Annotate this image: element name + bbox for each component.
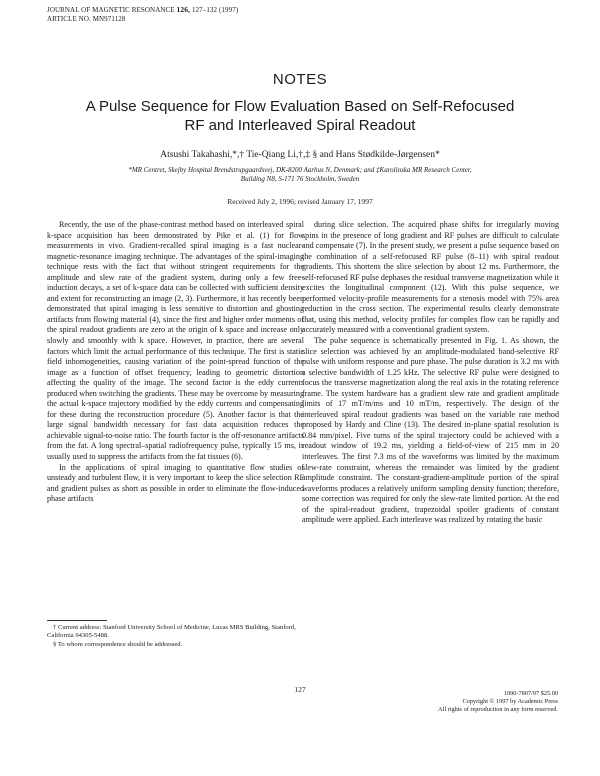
- right-paragraph-2: The pulse sequence is schematically presented in Fig. 1. As shown, the slice selection was achieved by an amplitude-modulated band-selective RF pulse with uniform response and pure phase. The pulse duration is 3.2 ms with a selective bandwidth of 1.25 kHz. The selective RF pulse were designed to focus the transverse magnetization along the real axis in the rotating reference frame. The system hardware has a gradient slew rate and gradient amplitude limits of 17 mT/m/ms and 10 mT/m, respectively. The design of the interleaved spiral readout gradients was based on the variable rate method proposed by Hardy and Cline (13). The desired in-plane spatial resolution is 0.84 mm/pixel. Five turns of the spiral trajectory could be achieved with a readout window of 19.2 ms, yielding a field-of-view of 215 mm in 20 interleaves. The first 7.3 ms of the waveforms was limited by the maximum slew-rate constraint, whereas the remainder was limited by the gradient amplitude constraint. The constant-gradient-amplitude portion of the spiral waveforms produces a relatively uniform sampling density function; therefore, some correction was required for only the slew-rate limited portion. At the end of the spiral-readout gradient, trapezoidal spoiler gradients of constant amplitude were applied. Each interleave was realized by rotating the basic: [302, 336, 559, 525]
- received-dates: Received July 2, 1996; revised January 17, 1997: [227, 197, 373, 206]
- footnote-current-address: † Current address: Stanford University School of Medicine, Lucas MRS Building, Stanford, California 94305-5488.: [47, 624, 296, 640]
- author-list: Atsushi Takahashi,*,† Tie-Qiang Li,†,‡ § and Hans Stødkilde-Jørgensen*: [160, 150, 440, 160]
- footnotes: [47, 624, 302, 649]
- footnote-correspondence: § To whom correspondence should be addressed.: [53, 640, 183, 648]
- right-column: [302, 220, 559, 526]
- affiliation-line-1: *MR Centret, Skejby Hospital Brendstrupgaardsvej, DK-8200 Aarhus N, Denmark; and ‡Karolinska MR Research Center,: [128, 166, 472, 174]
- title-line-1: A Pulse Sequence for Flow Evaluation Based on Self-Refocused: [85, 98, 515, 115]
- copyright-block: [360, 690, 558, 714]
- footnote-rule: [47, 620, 107, 621]
- copyright-line: Copyright © 1997 by Academic Press: [462, 698, 558, 705]
- issn-price: 1090-7807/97 $25.00: [503, 690, 558, 697]
- title-line-2: RF and Interleaved Spiral Readout: [184, 117, 416, 134]
- paper-title: [30, 97, 570, 135]
- affiliations: [80, 166, 520, 184]
- affiliation-line-2: Building N8, S-171 76 Stockholm, Sweden: [240, 175, 360, 183]
- page-number: 127: [294, 685, 306, 694]
- section-label: NOTES: [272, 71, 328, 88]
- left-paragraph-1: Recently, the use of the phase-contrast method based on interleaved spiral k-space acquisition has been demonstrated by Pike et al. (1) for flow measurements in vivo. Gradient-recalled spiral imaging is a fast nuclear-magnetic-resonance imaging technique. The advantages of the spiral-imaging technique rests with the fact that without stringent requirements for the amplitude and slew rate of the gradient system, during only a few free-induction decays, a set of k-space data can be collected with sufficient density and extent for reconstructing an image (2, 3). Furthermore, it has recently been demonstrated that spiral imaging is less sensitive to distortion and ghosting artifacts from flowing material (4), since the first and higher order moments of the spiral readout gradients are zero at the origin of k space and increase only slowly and smoothly with k space. However, in practice, there are several factors which limit the actual performance of this technique. The first is static field inhomogeneities, causing variation of the point-spread function of the image as a function of offset frequency, leading to geometric distortion affecting the quality of the image. The second factor is the eddy currents produced when switching the gradients. These may be overcome by measuring the actual k-space trajectory modified by the eddy currents and compensating for these during the reconstruction procedure (5). Another factor is that the large signal bandwidth necessary for fast data acquisition reduces the achievable signal-to-noise ratio. The fourth factor is the off-resonance artifacts from the fat. A long spectral–spatial radiofrequency pulse, typically 15 ms, is usually used to suppress the artifacts from the fat tissues (6).: [47, 220, 304, 462]
- left-column: [47, 220, 304, 505]
- journal-pages-year: 127–132 (1997): [191, 6, 239, 14]
- article-number: ARTICLE NO. MN971128: [47, 15, 126, 23]
- left-paragraph-2: In the applications of spiral imaging to quantitative flow studies of unsteady and turbulent flow, it is very important to keep the slice selection RF and gradient pulses as short as possible in order to eliminate the flow-induced phase artifacts: [47, 462, 304, 504]
- right-paragraph-1: during slice selection. The acquired phase shifts for irregularly moving spins in the presence of long gradient and RF pulses are difficult to calculate and compensate (7). In the present study, we present a pulse sequence based on the combination of a self-refocused RF pulse (8–11) with spiral readout gradients. This shortens the slice selection by about 12 ms. Furthermore, the self-refocused RF pulse dephases the residual transverse magnetization while it excites the longitudinal component (12). With this pulse sequence, we performed velocity-profile measurements for a stenosis model with 75% area reduction in the cross section. The experimental results clearly demonstrate that, using this method, velocity profiles for complex flow can be rapidly and accurately measured with a conventional gradient system.: [302, 220, 559, 335]
- journal-header: [47, 5, 238, 24]
- journal-volume: 126,: [176, 5, 191, 14]
- rights-reserved: All rights of reproduction in any form reserved.: [438, 706, 558, 713]
- journal-name: JOURNAL OF MAGNETIC RESONANCE: [47, 6, 175, 14]
